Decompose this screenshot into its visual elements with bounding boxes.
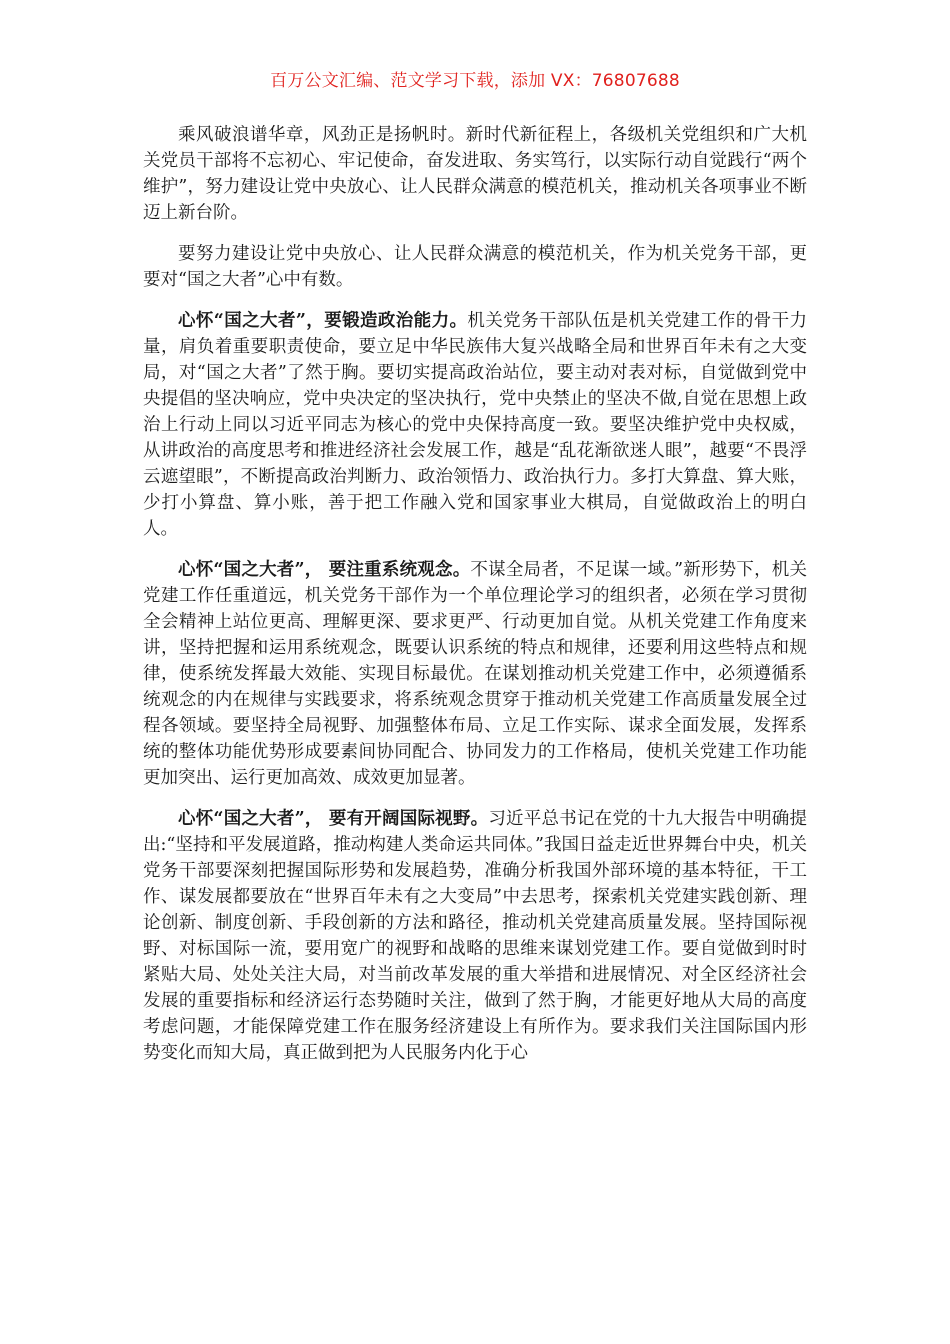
paragraph-5 — [143, 806, 807, 1066]
document-body — [143, 122, 807, 1081]
paragraph-4 — [143, 557, 807, 791]
paragraph-1 — [143, 122, 807, 226]
paragraph-text: 机关党务干部队伍是机关党建工作的骨干力量，肩负着重要职责使命，要立足中华民族伟大复兴战略全局和世界百年未有之大变局，对“国之大者”了然于胸。要切实提高政治站位，要主动对表对标，自觉做到党中央提倡的坚决响应，党中央决定的坚决执行，党中央禁止的坚决不做,自觉在思想上政治上行动上同以习近平同志为核心的党中央保持高度一致。要坚决维护党中央权威，从讲政治的高度思考和推进经济社会发展工作，越是“乱花渐欲迷人眼”，越要“不畏浮云遮望眼”，不断提高政治判断力、政治领悟力、政治执行力。多打大算盘、算大账，少打小算盘、算小账，善于把工作融入党和国家事业大棋局，自觉做政治上的明白人。 — [143, 311, 808, 539]
paragraph-lead: 心怀“国之大者”，要锻造政治能力。 — [178, 311, 468, 331]
paragraph-lead: 心怀“国之大者”， 要有开阔国际视野。 — [178, 809, 489, 829]
paragraph-lead: 心怀“国之大者”， 要注重系统观念。 — [178, 560, 471, 580]
paragraph-3 — [143, 308, 807, 542]
paragraph-text: 要努力建设让党中央放心、让人民群众满意的模范机关，作为机关党务干部，更要对“国之大者”心中有数。 — [143, 244, 807, 290]
paragraph-text: 习近平总书记在党的十九大报告中明确提出:“坚持和平发展道路，推动构建人类命运共同体。”我国日益走近世界舞台中央，机关党务干部要深刻把握国际形势和发展趋势，准确分析我国外部环境的基本特征，干工作、谋发展都要放在“世界百年未有之大变局”中去思考，探索机关党建实践创新、理论创新、制度创新、手段创新的方法和路径，推动机关党建高质量发展。坚持国际视野、对标国际一流，要用宽广的视野和战略的思维来谋划党建工作。要自觉做到时时紧贴大局、处处关注大局，对当前改革发展的重大举措和进展情况、对全区经济社会发展的重要指标和经济运行态势随时关注，做到了然于胸，才能更好地从大局的高度考虑问题，才能保障党建工作在服务经济建设上有所作为。要求我们关注国际国内形势变化而知大局，真正做到把为人民服务内化于心 — [143, 809, 807, 1063]
paragraph-2 — [143, 241, 807, 293]
header-banner: 百万公文汇编、范文学习下载，添加 VX：76807688 — [270, 71, 680, 91]
paragraph-text: 不谋全局者，不足谋一域。”新形势下，机关党建工作任重道远，机关党务干部作为一个单位理论学习的组织者，必须在学习贯彻全会精神上站位更高、理解更深、要求更严、行动更加自觉。从机关党建工作角度来讲，坚持把握和运用系统观念，既要认识系统的特点和规律，还要利用这些特点和规律，使系统发挥最大效能、实现目标最优。在谋划推动机关党建工作中，必须遵循系统观念的内在规律与实践要求，将系统观念贯穿于推动机关党建工作高质量发展全过程各领域。要坚持全局视野、加强整体布局、立足工作实际、谋求全面发展，发挥系统的整体功能优势形成要素间协同配合、协同发力的工作格局，使机关党建工作功能更加突出、运行更加高效、成效更加显著。 — [143, 560, 807, 788]
paragraph-text: 乘风破浪谱华章，风劲正是扬帆时。新时代新征程上，各级机关党组织和广大机关党员干部将不忘初心、牢记使命，奋发进取、务实笃行，以实际行动自觉践行“两个维护”，努力建设让党中央放心、让人民群众满意的模范机关，推动机关各项事业不断迈上新台阶。 — [143, 125, 807, 223]
